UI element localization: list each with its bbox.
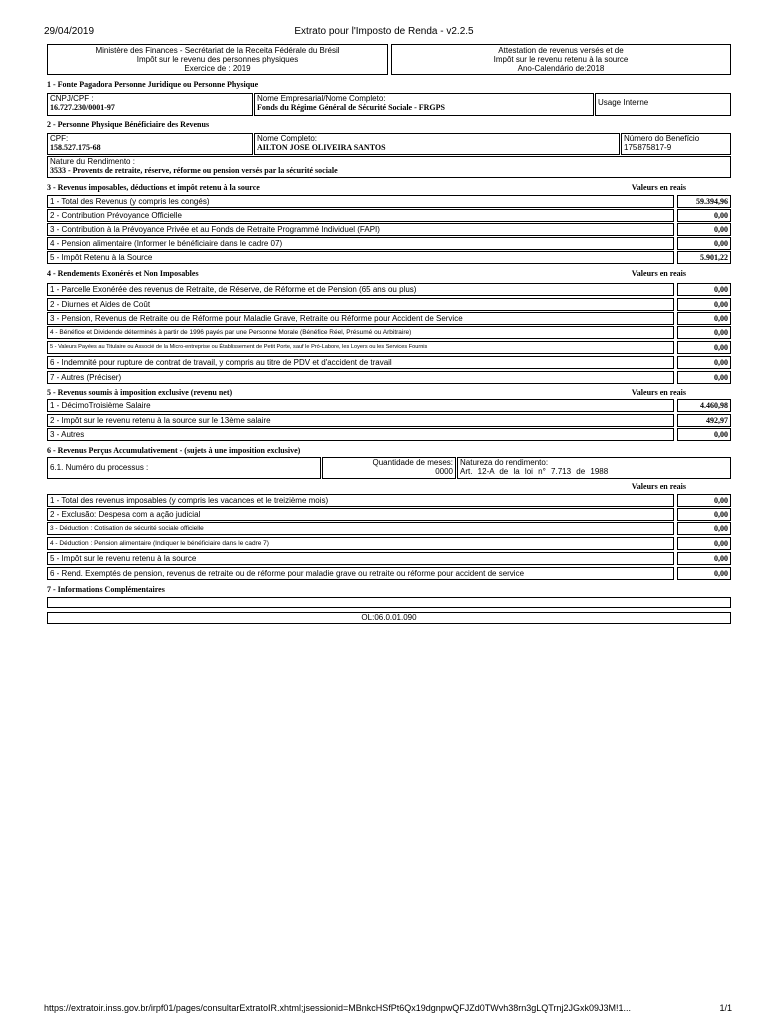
section4-row — [47, 283, 731, 296]
row-value: 0,00 — [677, 283, 731, 296]
row-label: 1 - Total des revenus imposables (y compris les vacances et le treizième mois) — [47, 494, 674, 507]
income-nature-box — [457, 457, 731, 479]
section6-values-header: Valeurs en reais — [631, 482, 686, 491]
row-label: 1 - Parcelle Exonérée des revenus de Retraite, de Réserve, de Réforme et de Pension (65 ans ou plus) — [47, 283, 674, 296]
row-label: 1 - DécimoTroisième Salaire — [47, 399, 674, 412]
section3-title: 3 - Revenus imposables, déductions et impôt retenu à la source — [47, 183, 260, 192]
row-value: 0,00 — [677, 312, 731, 325]
section2-title: 2 - Personne Physique Bénéficiaire des Revenus — [47, 120, 210, 129]
months-label: Quantidade de meses: — [372, 458, 453, 467]
row-label: 4 - Pension alimentaire (Informer le bénéficiaire dans le cadre 07) — [47, 237, 674, 250]
row-value: 59.394,96 — [677, 195, 731, 208]
section7-title: 7 - Informations Complémentaires — [47, 585, 165, 594]
header-right-box — [391, 44, 731, 75]
section4-values-header: Valeurs en reais — [631, 269, 686, 278]
complementary-info-box — [47, 597, 731, 608]
section4-row — [47, 298, 731, 311]
row-label: 1 - Total des Revenus (y compris les congés) — [47, 195, 674, 208]
section3-row — [47, 237, 731, 250]
row-value: 0,00 — [677, 326, 731, 339]
nature-value: 3533 - Provents de retraite, réserve, réforme ou pension versés par la sécurité sociale — [50, 166, 338, 175]
row-label: 3 - Déduction : Cotisation de sécurité sociale officielle — [47, 522, 674, 535]
income-nature-value: Art. 12-A de la loi n° 7.713 de 1988 — [460, 467, 609, 476]
row-value: 0,00 — [677, 341, 731, 354]
row-label: 3 - Contribution à la Prévoyance Privée et au Fonds de Retraite Programmé Individuel (FAPI) — [47, 223, 674, 236]
section6-row — [47, 552, 731, 565]
nature-label: Nature du Rendimento : — [50, 157, 135, 166]
print-title: Extrato pour l'Imposto de Renda - v2.2.5 — [294, 26, 474, 37]
beneficiary-name-label: Nome Completo: — [257, 134, 318, 143]
beneficiary-cpf-label: CPF: — [50, 134, 69, 143]
section6-row — [47, 567, 731, 580]
row-label: 5 - Valeurs Payées au Titulaire ou Associé de la Micro-entreprise ou Établissement de Petit Porte, sauf le Pró-Labore, les Loyers ou les Services Fournis — [47, 341, 674, 354]
section6-row — [47, 494, 731, 507]
payer-name-box — [254, 93, 594, 116]
beneficiary-cpf-box — [47, 133, 253, 155]
section6-row — [47, 537, 731, 550]
section3-values-header: Valeurs en reais — [631, 183, 686, 192]
payer-cnpj-box — [47, 93, 253, 116]
beneficiary-name-value: AILTON JOSE OLIVEIRA SANTOS — [257, 143, 386, 152]
section6-row — [47, 508, 731, 521]
header-left-box — [47, 44, 388, 75]
row-value: 0,00 — [677, 371, 731, 384]
section5-title: 5 - Revenus soumis à imposition exclusive (revenu net) — [47, 388, 233, 397]
payer-name-value: Fonds du Régime Général de Sécurité Sociale - FRGPS — [257, 103, 445, 112]
row-value: 492,97 — [677, 414, 731, 427]
benefit-number-box — [621, 133, 731, 155]
row-label: 6 - Indemnité pour rupture de contrat de travail, y compris au titre de PDV et d'accident de travail — [47, 356, 674, 369]
row-value: 0,00 — [677, 223, 731, 236]
months-box — [322, 457, 456, 479]
row-label: 3 - Pension, Revenus de Retraite ou de Réforme pour Maladie Grave, Retraite ou Réforme pour Accident de Service — [47, 312, 674, 325]
section5-row — [47, 428, 731, 441]
section5-values-header: Valeurs en reais — [631, 388, 686, 397]
row-value: 5.901,22 — [677, 251, 731, 264]
section5-row — [47, 399, 731, 412]
section5-row — [47, 414, 731, 427]
print-url: https://extratoir.inss.gov.br/irpf01/pages/consultarExtratoIR.xhtml;jsessionid=MBnkcHSfPt6Qx19dgnpwQFJZd0TWvh38rn3gLQTrnj2JGxk09J3M!1... — [44, 1003, 631, 1013]
row-value: 0,00 — [677, 567, 731, 580]
header-withheld: Impôt sur le revenu retenu à la source — [493, 55, 629, 64]
print-page-count: 1/1 — [719, 1003, 732, 1013]
section3-row — [47, 223, 731, 236]
section4-row — [47, 356, 731, 369]
benefit-number-value: 175875817-9 — [624, 143, 672, 152]
row-value: 0,00 — [677, 209, 731, 222]
section4-row — [47, 371, 731, 384]
row-label: 4 - Bénéfice et Dividende déterminés à partir de 1996 payés par une Personne Morale (Bénéfice Réel, Présumé ou Arbitraire) — [47, 326, 674, 339]
payer-cnpj-value: 16.727.230/0001-97 — [50, 103, 115, 112]
section4-row — [47, 326, 731, 339]
header-calendar-year: Ano-Calendário de:2018 — [517, 64, 605, 73]
beneficiary-cpf-value: 158.527.175-68 — [50, 143, 101, 152]
section3-row — [47, 195, 731, 208]
header-ministry: Ministère des Finances - Secrétariat de la Receita Fédérale du Brésil — [95, 46, 340, 55]
section4-title: 4 - Rendements Exonérés et Non Imposables — [47, 269, 199, 278]
row-value: 0,00 — [677, 522, 731, 535]
income-nature-label: Natureza do rendimento: — [460, 458, 549, 467]
row-label: 7 - Autres (Préciser) — [47, 371, 674, 384]
row-value: 0,00 — [677, 508, 731, 521]
row-value: 0,00 — [677, 494, 731, 507]
row-label: 3 - Autres — [47, 428, 674, 441]
header-attestation: Attestation de revenus versés et de — [498, 46, 624, 55]
payer-name-label: Nome Empresarial/Nome Completo: — [257, 94, 386, 103]
row-label: 2 - Exclusão: Despesa com a ação judicial — [47, 508, 674, 521]
row-label: 2 - Contribution Prévoyance Officielle — [47, 209, 674, 222]
row-label: 2 - Impôt sur le revenu retenu à la source sur le 13ème salaire — [47, 414, 674, 427]
row-value: 0,00 — [677, 552, 731, 565]
section1-title: 1 - Fonte Pagadora Personne Juridique ou Personne Physique — [47, 80, 259, 89]
process-number-box — [47, 457, 321, 479]
row-value: 0,00 — [677, 237, 731, 250]
usage-label: Usage Interne — [598, 98, 649, 107]
beneficiary-name-box — [254, 133, 620, 155]
row-value: 0,00 — [677, 356, 731, 369]
row-value: 4.460,98 — [677, 399, 731, 412]
section6-row — [47, 522, 731, 535]
months-value: 0000 — [435, 467, 453, 476]
benefit-number-label: Número do Benefício — [624, 134, 700, 143]
row-label: 4 - Déduction : Pension alimentaire (Indiquer le bénéficiaire dans le cadre 7) — [47, 537, 674, 550]
ol-code: OL:06.0.01.090 — [47, 612, 731, 624]
header-exercise: Exercice de : 2019 — [184, 64, 251, 73]
row-value: 0,00 — [677, 298, 731, 311]
section3-row — [47, 251, 731, 264]
payer-cnpj-label: CNPJ/CPF : — [50, 94, 94, 103]
print-date: 29/04/2019 — [44, 26, 95, 37]
row-label: 2 - Diurnes et Aides de Coût — [47, 298, 674, 311]
row-label: 6 - Rend. Exemptés de pension, revenus de retraite ou de réforme pour maladie grave ou retraite ou réforme pour accident de service — [47, 567, 674, 580]
section4-row — [47, 312, 731, 325]
row-value: 0,00 — [677, 537, 731, 550]
section6-title: 6 - Revenus Perçus Accumulativement - (sujets à une imposition exclusive) — [47, 446, 301, 455]
process-number-label: 6.1. Numéro du processus : — [50, 463, 149, 472]
row-label: 5 - Impôt sur le revenu retenu à la source — [47, 552, 674, 565]
header-tax-line: Impôt sur le revenu des personnes physiques — [136, 55, 299, 64]
section3-row — [47, 209, 731, 222]
section4-row — [47, 341, 731, 354]
row-label: 5 - Impôt Retenu à la Source — [47, 251, 674, 264]
row-value: 0,00 — [677, 428, 731, 441]
usage-box — [595, 93, 731, 116]
nature-box — [47, 156, 731, 178]
